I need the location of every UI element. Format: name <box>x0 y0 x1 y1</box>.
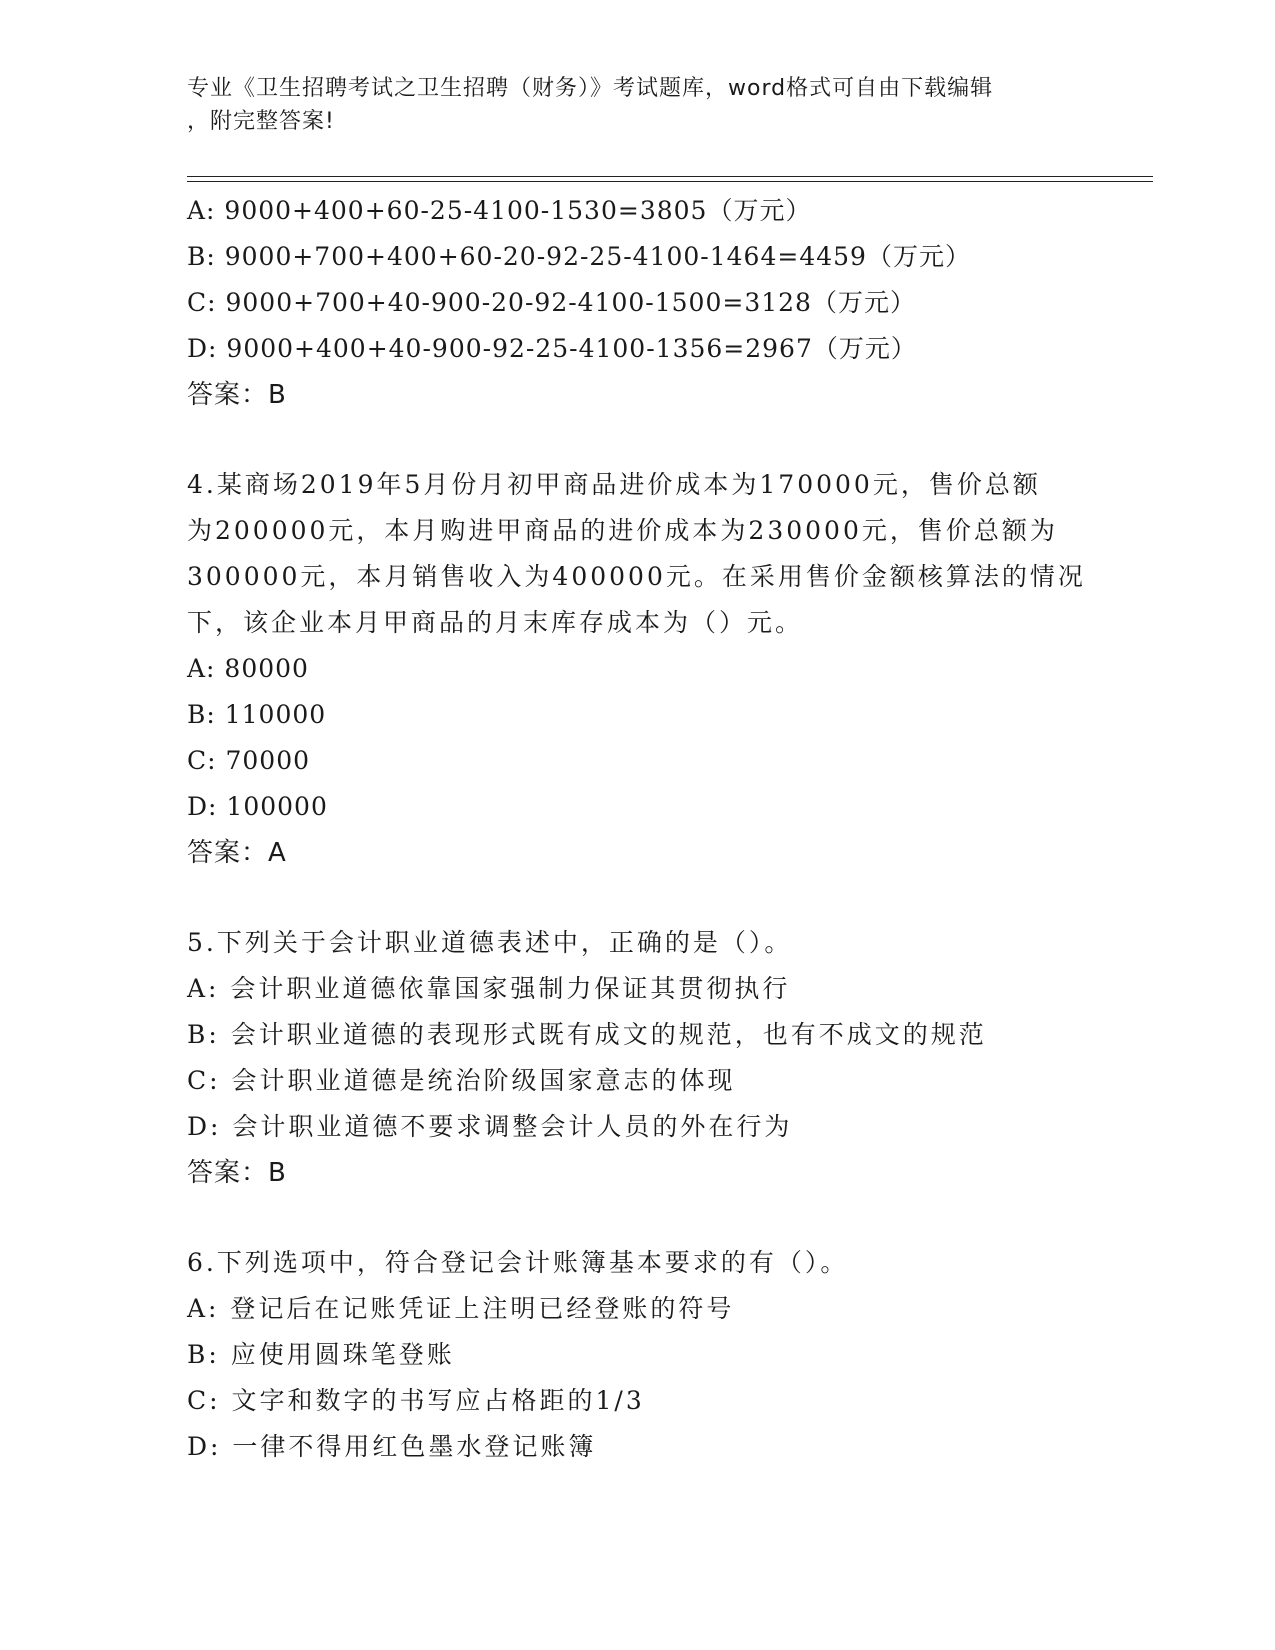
document-header <box>187 72 1087 138</box>
option-c: C: 9000+700+40-900-20-92-4100-1500=3128（万元） <box>187 288 916 317</box>
option-c: C: 文字和数字的书写应占格距的1/3 <box>187 1386 645 1415</box>
answer-label: 答案：A <box>187 838 287 868</box>
question-text-line: 为200000元，本月购进甲商品的进价成本为230000元，售价总额为 <box>187 516 1058 545</box>
spacer <box>187 876 1087 920</box>
answer-label: 答案：B <box>187 380 287 410</box>
option-d: D: 会计职业道德不要求调整会计人员的外在行为 <box>187 1112 793 1141</box>
option-d: D: 100000 <box>187 792 328 821</box>
option-b: B: 110000 <box>187 700 327 729</box>
question-text-line: 4.某商场2019年5月份月初甲商品进价成本为170000元，售价总额 <box>187 470 1041 499</box>
header-divider-bottom <box>187 181 1153 182</box>
question-4 <box>187 462 1087 876</box>
option-b: B: 会计职业道德的表现形式既有成文的规范，也有不成文的规范 <box>187 1020 987 1049</box>
header-line-2: ，附完整答案! <box>187 109 335 134</box>
spacer <box>187 418 1087 462</box>
answer-label: 答案：B <box>187 1158 287 1188</box>
question-text: 6.下列选项中，符合登记会计账簿基本要求的有（）。 <box>187 1248 849 1277</box>
option-b: B: 应使用圆珠笔登账 <box>187 1340 455 1369</box>
option-a: A: 80000 <box>187 654 309 683</box>
header-divider-top <box>187 176 1153 177</box>
question-5 <box>187 920 1087 1196</box>
option-a: A: 9000+400+60-25-4100-1530=3805（万元） <box>187 196 812 225</box>
question-content <box>187 188 1087 1470</box>
option-b: B: 9000+700+400+60-20-92-25-4100-1464=4459（万元） <box>187 242 971 271</box>
option-a: A: 登记后在记账凭证上注明已经登账的符号 <box>187 1294 735 1323</box>
question-3 <box>187 188 1087 418</box>
question-text-line: 下，该企业本月甲商品的月末库存成本为（）元。 <box>187 608 804 637</box>
question-text-line: 300000元，本月销售收入为400000元。在采用售价金额核算法的情况 <box>187 562 1086 591</box>
option-d: D: 一律不得用红色墨水登记账簿 <box>187 1432 597 1461</box>
spacer <box>187 1196 1087 1240</box>
question-6 <box>187 1240 1087 1470</box>
option-a: A: 会计职业道德依靠国家强制力保证其贯彻执行 <box>187 974 791 1003</box>
option-d: D: 9000+400+40-900-92-25-4100-1356=2967（万元） <box>187 334 917 363</box>
question-text: 5.下列关于会计职业道德表述中，正确的是（）。 <box>187 928 793 957</box>
option-c: C: 会计职业道德是统治阶级国家意志的体现 <box>187 1066 736 1095</box>
header-line-1: 专业《卫生招聘考试之卫生招聘（财务）》考试题库，word格式可自由下载编辑 <box>187 76 994 101</box>
option-c: C: 70000 <box>187 746 311 775</box>
